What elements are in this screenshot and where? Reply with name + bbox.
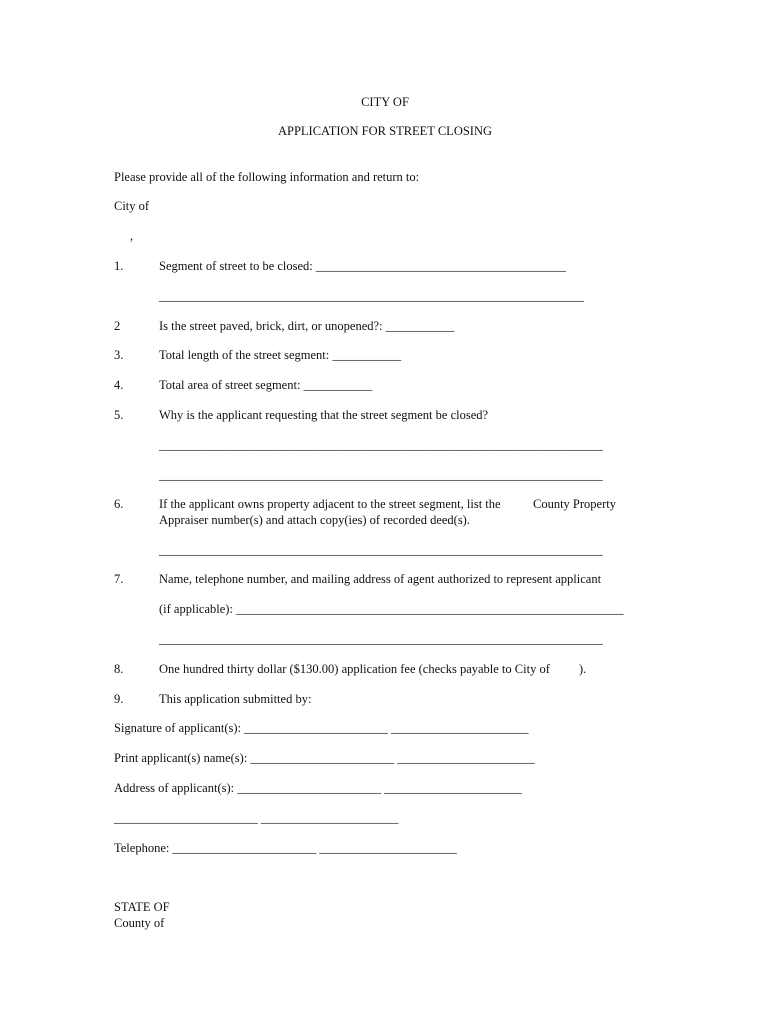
address-line: Address of applicant(s): _______________________ ______________________ [114, 781, 522, 795]
telephone-line: Telephone: _______________________ ______________________ [114, 841, 457, 855]
item-4-number: 4. [114, 378, 124, 392]
item-2-text: Is the street paved, brick, dirt, or unopened?: ___________ [159, 319, 455, 333]
item-4-text: Total area of street segment: ___________ [159, 378, 373, 392]
address-comma: , [130, 229, 134, 243]
item-6-blank-line: _______________________________________________________________________ [159, 543, 603, 557]
item-6-text: If the applicant owns property adjacent to the street segment, list the [159, 497, 501, 511]
state-of: STATE OF [114, 900, 170, 914]
instructions-text: Please provide all of the following information and return to: [114, 170, 420, 184]
item-2-number: 2 [114, 319, 121, 333]
item-7-text: Name, telephone number, and mailing address of agent authorized to represent applicant [159, 572, 602, 586]
return-city-of: City of [114, 199, 150, 213]
item-7-blank-line: _______________________________________________________________________ [159, 632, 603, 646]
signature-line: Signature of applicant(s): _______________________ ______________________ [114, 721, 529, 735]
item-6-text-line-2: Appraiser number(s) and attach copy(ies) of recorded deed(s). [159, 513, 470, 527]
print-name-line: Print applicant(s) name(s): _______________________ ______________________ [114, 751, 535, 765]
item-5-blank-line-1: _______________________________________________________________________ [159, 438, 603, 452]
item-8-number: 8. [114, 662, 124, 676]
item-1-number: 1. [114, 259, 124, 273]
item-5-number: 5. [114, 408, 124, 422]
item-8-suffix: ). [579, 662, 587, 676]
item-1-blank-line: ____________________________________________________________________ [159, 289, 584, 303]
item-3-text: Total length of the street segment: ___________ [159, 348, 402, 362]
document-title: APPLICATION FOR STREET CLOSING [277, 124, 493, 138]
item-9-text: This application submitted by: [159, 692, 312, 706]
item-1-text: Segment of street to be closed: ________________________________________ [159, 259, 566, 273]
item-6-number: 6. [114, 497, 124, 511]
header-city-of: CITY OF [361, 95, 409, 109]
county-of: County of [114, 916, 165, 930]
item-9-number: 9. [114, 692, 124, 706]
item-7-if-applicable: (if applicable): ______________________________________________________________ [159, 602, 624, 616]
item-5-blank-line-2: _______________________________________________________________________ [159, 468, 603, 482]
item-5-text: Why is the applicant requesting that the street segment be closed? [159, 408, 489, 422]
item-7-number: 7. [114, 572, 124, 586]
item-6-county-property: County Property [533, 497, 616, 511]
item-3-number: 3. [114, 348, 124, 362]
item-8-text: One hundred thirty dollar ($130.00) application fee (checks payable to City of [159, 662, 550, 676]
address-line-2: _______________________ ______________________ [114, 811, 399, 825]
